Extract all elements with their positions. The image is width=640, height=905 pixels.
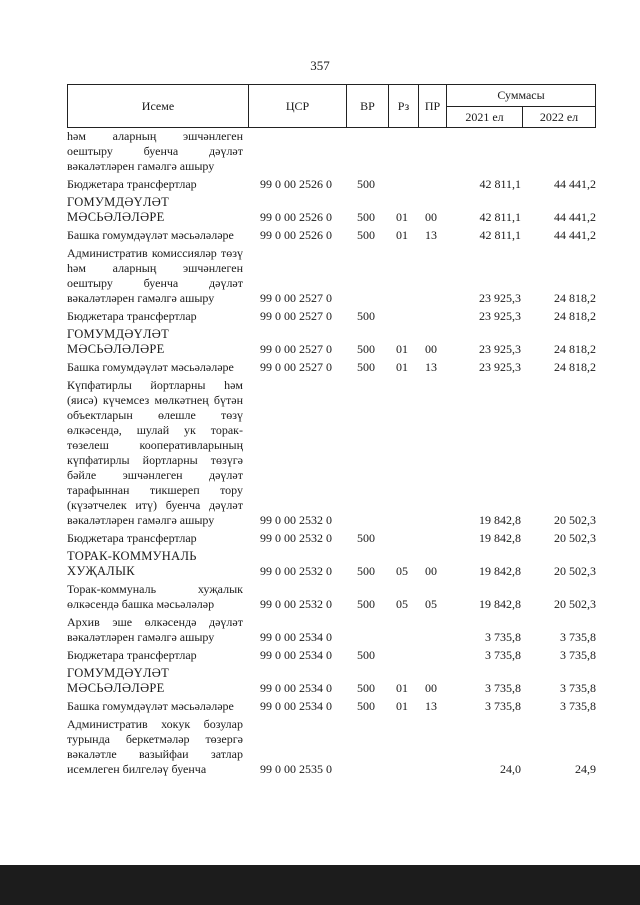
header-year-2022: 2022 ел (522, 107, 595, 127)
row-sum-2022: 3 735,8 (560, 648, 596, 662)
row-csr: 99 0 00 2527 0 (260, 342, 332, 356)
row-sum-2022: 24 818,2 (554, 360, 596, 374)
table-row (67, 378, 596, 528)
table-row (67, 615, 596, 645)
row-vr: 500 (357, 681, 375, 695)
header-name: Исеме (141, 98, 175, 113)
row-rz: 01 (396, 228, 408, 242)
row-rz: 01 (396, 210, 408, 224)
row-csr: 99 0 00 2532 0 (260, 531, 332, 545)
row-pr: 00 (425, 564, 437, 578)
row-sum-2022: 44 441,2 (554, 177, 596, 191)
row-name: Бюджетара трансфертлар (67, 531, 197, 545)
table-row (67, 699, 596, 714)
row-pr: 00 (425, 342, 437, 356)
row-sum-2021: 19 842,8 (479, 597, 521, 611)
row-sum-2021: 3 735,8 (485, 681, 521, 695)
row-sum-2021: 19 842,8 (479, 531, 521, 545)
row-csr: 99 0 00 2534 0 (260, 681, 332, 695)
budget-table-body (67, 129, 596, 780)
row-sum-2022: 3 735,8 (560, 681, 596, 695)
row-vr: 500 (357, 597, 375, 611)
row-sum-2021: 3 735,8 (485, 630, 521, 644)
row-vr: 500 (357, 531, 375, 545)
row-sum-2022: 24 818,2 (554, 309, 596, 323)
table-row (67, 246, 596, 306)
row-sum-2021: 42 811,1 (479, 177, 521, 191)
row-csr: 99 0 00 2534 0 (260, 630, 332, 644)
row-rz: 05 (396, 597, 408, 611)
row-vr: 500 (357, 210, 375, 224)
row-name: ГОМУМДӘҮЛӘТ МӘСЬӘЛӘЛӘРЕ (67, 327, 170, 356)
page-number: 357 (310, 58, 330, 73)
row-vr: 500 (357, 342, 375, 356)
header-sums: Суммасы (446, 85, 595, 107)
row-name: ГОМУМДӘҮЛӘТ МӘСЬӘЛӘЛӘРЕ (67, 666, 170, 695)
row-pr: 00 (425, 681, 437, 695)
table-row (67, 360, 596, 375)
row-name: ГОМУМДӘҮЛӘТ МӘСЬӘЛӘЛӘРЕ (67, 195, 170, 224)
row-name: һәм аларның эшчәнлеген оештыру буенча дәүләт вәкаләтләрен гамәлгә ашыру (67, 129, 243, 173)
header-csr: ЦСР (248, 85, 346, 127)
table-row (67, 531, 596, 546)
table-row (67, 195, 596, 225)
row-csr: 99 0 00 2532 0 (260, 564, 332, 578)
row-name: Башка гомумдәүләт мәсьәләләре (67, 360, 234, 374)
row-sum-2022: 20 502,3 (554, 531, 596, 545)
header-pr: ПР (418, 85, 446, 127)
row-vr: 500 (357, 699, 375, 713)
row-sum-2021: 23 925,3 (479, 342, 521, 356)
row-sum-2022: 3 735,8 (560, 699, 596, 713)
table-header (67, 84, 596, 128)
table-row (67, 327, 596, 357)
row-name: Административ комиссияләр төзү һәм аларның эшчәнлеген оештыру буенча дәүләт вәкаләтләрен гамәлгә ашыру (67, 246, 243, 305)
table-row (67, 177, 596, 192)
row-name: ТОРАК-КОММУНАЛЬ ХУҖАЛЫК (67, 549, 197, 578)
table-row (67, 582, 596, 612)
row-pr: 13 (425, 699, 437, 713)
header-rz: Рз (388, 85, 418, 127)
row-rz: 01 (396, 342, 408, 356)
table-row (67, 666, 596, 696)
row-name: Бюджетара трансфертлар (67, 648, 197, 662)
row-sum-2021: 23 925,3 (479, 309, 521, 323)
row-sum-2021: 23 925,3 (479, 360, 521, 374)
row-name: Күпфатирлы йортларны һәм (яисә) күчемсез мөлкәтнең бүтән объектларын өлешле төзү өлкәсендә, шулай ук торак-төзелеш кооперативларының күпфатирлы йортларны төзүгә бәйле эшчәнлеген дәүләт тарафыннан тикшереп тору (күзәтчелек итү) буенча дәүләт вәкаләтләрен гамәлгә ашыру (67, 378, 243, 527)
row-sum-2021: 19 842,8 (479, 564, 521, 578)
row-sum-2022: 24 818,2 (554, 291, 596, 305)
table-row (67, 549, 596, 579)
row-vr: 500 (357, 177, 375, 191)
row-sum-2022: 44 441,2 (554, 228, 596, 242)
row-name: Архив эше өлкәсендә дәүләт вәкаләтләрен гамәлгә ашыру (67, 615, 243, 644)
row-sum-2021: 42 811,1 (479, 228, 521, 242)
row-name: Бюджетара трансфертлар (67, 177, 197, 191)
row-csr: 99 0 00 2532 0 (260, 597, 332, 611)
table-row (67, 648, 596, 663)
table-row (67, 309, 596, 324)
row-sum-2021: 23 925,3 (479, 291, 521, 305)
row-csr: 99 0 00 2526 0 (260, 210, 332, 224)
row-sum-2022: 20 502,3 (554, 513, 596, 527)
row-vr: 500 (357, 360, 375, 374)
row-sum-2022: 20 502,3 (554, 564, 596, 578)
row-csr: 99 0 00 2535 0 (260, 762, 332, 776)
row-name: Административ хокук бозулар турында беркетмәләр төзергә вәкаләтле вазыйфаи затлар исемлеген билгеләү буенча (67, 717, 243, 776)
row-sum-2021: 3 735,8 (485, 648, 521, 662)
row-sum-2022: 24 818,2 (554, 342, 596, 356)
header-year-2021: 2021 ел (446, 107, 522, 127)
row-rz: 01 (396, 681, 408, 695)
row-pr: 13 (425, 360, 437, 374)
row-vr: 500 (357, 648, 375, 662)
row-sum-2021: 24,0 (500, 762, 521, 776)
row-csr: 99 0 00 2527 0 (260, 309, 332, 323)
header-vr: ВР (346, 85, 388, 127)
table-row (67, 129, 596, 174)
row-csr: 99 0 00 2534 0 (260, 699, 332, 713)
row-name: Башка гомумдәүләт мәсьәләләре (67, 699, 234, 713)
row-csr: 99 0 00 2527 0 (260, 291, 332, 305)
row-sum-2021: 3 735,8 (485, 699, 521, 713)
row-sum-2021: 19 842,8 (479, 513, 521, 527)
row-csr: 99 0 00 2526 0 (260, 228, 332, 242)
row-name: Бюджетара трансфертлар (67, 309, 197, 323)
row-sum-2022: 3 735,8 (560, 630, 596, 644)
row-csr: 99 0 00 2534 0 (260, 648, 332, 662)
row-pr: 00 (425, 210, 437, 224)
row-sum-2021: 42 811,1 (479, 210, 521, 224)
row-rz: 05 (396, 564, 408, 578)
row-vr: 500 (357, 564, 375, 578)
row-vr: 500 (357, 228, 375, 242)
row-sum-2022: 44 441,2 (554, 210, 596, 224)
row-csr: 99 0 00 2526 0 (260, 177, 332, 191)
row-pr: 13 (425, 228, 437, 242)
row-csr: 99 0 00 2527 0 (260, 360, 332, 374)
table-row (67, 717, 596, 777)
row-rz: 01 (396, 699, 408, 713)
row-csr: 99 0 00 2532 0 (260, 513, 332, 527)
row-pr: 05 (425, 597, 437, 611)
row-rz: 01 (396, 360, 408, 374)
row-name: Торак-коммуналь хуҗалык өлкәсендә башка мәсьәләләр (67, 582, 243, 611)
row-vr: 500 (357, 309, 375, 323)
row-sum-2022: 24,9 (575, 762, 596, 776)
scan-edge-band (0, 865, 640, 905)
table-row (67, 228, 596, 243)
row-sum-2022: 20 502,3 (554, 597, 596, 611)
row-name: Башка гомумдәүләт мәсьәләләре (67, 228, 234, 242)
